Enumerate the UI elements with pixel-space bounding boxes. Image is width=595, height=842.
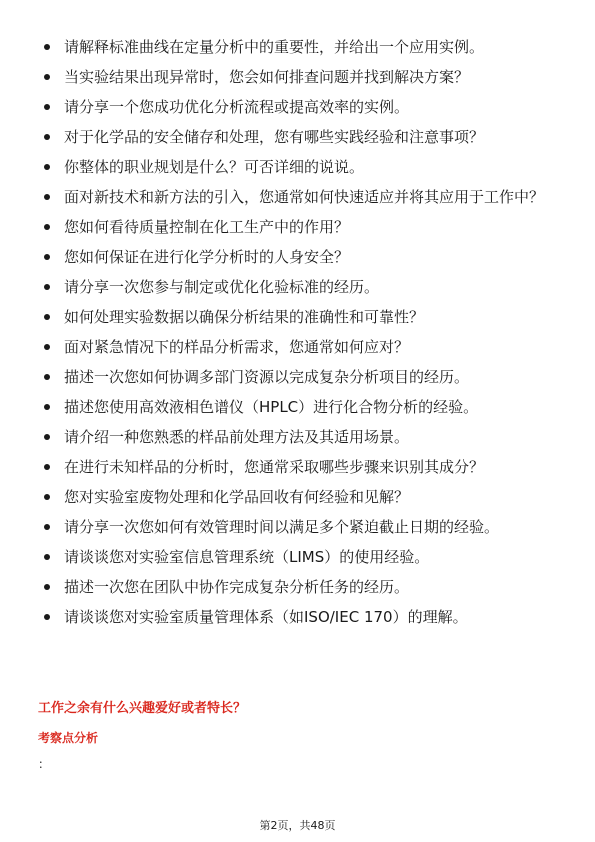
bullet-icon [44, 314, 50, 320]
question-text: 对于化学品的安全储存和处理，您有哪些实践经验和注意事项？ [64, 128, 485, 146]
bullet-icon [44, 284, 50, 290]
bullet-icon [44, 584, 50, 590]
question-text: 请介绍一种您熟悉的样品前处理方法及其适用场景。 [64, 428, 410, 446]
question-item [38, 576, 558, 598]
question-text: 面对新技术和新方法的引入，您通常如何快速适应并将其应用于工作中？ [64, 188, 545, 206]
bullet-icon [44, 134, 50, 140]
question-text: 请分享一次您参与制定或优化化验标准的经历。 [64, 278, 380, 296]
question-item [38, 186, 558, 208]
bullet-icon [44, 554, 50, 560]
question-text: 你整体的职业规划是什么？可否详细的说说。 [64, 158, 365, 176]
bullet-icon [44, 404, 50, 410]
question-text: 您如何看待质量控制在化工生产中的作用？ [64, 218, 350, 236]
question-item [38, 396, 558, 418]
bullet-icon [44, 224, 50, 230]
question-text: 请谈谈您对实验室质量管理体系（如ISO/IEC 170）的理解。 [64, 608, 468, 626]
bullet-icon [44, 194, 50, 200]
question-text: 您对实验室废物处理和化学品回收有何经验和见解？ [64, 488, 410, 506]
sub-title: 考察点分析 [38, 731, 99, 745]
bullet-icon [44, 104, 50, 110]
question-text: 在进行未知样品的分析时，您通常采取哪些步骤来识别其成分？ [64, 458, 485, 476]
question-item [38, 456, 558, 478]
question-text: 请分享一个您成功优化分析流程或提高效率的实例。 [64, 98, 410, 116]
question-text: 面对紧急情况下的样品分析需求，您通常如何应对？ [64, 338, 410, 356]
question-text: 请解释标准曲线在定量分析中的重要性，并给出一个应用实例。 [64, 38, 485, 56]
question-item [38, 546, 558, 568]
bullet-icon [44, 164, 50, 170]
question-text: 描述您使用高效液相色谱仪（HPLC）进行化合物分析的经验。 [64, 398, 479, 416]
question-item [38, 126, 558, 148]
question-item [38, 66, 558, 88]
question-text: 当实验结果出现异常时，您会如何排查问题并找到解决方案？ [64, 68, 470, 86]
question-text: 描述一次您如何协调多部门资源以完成复杂分析项目的经历。 [64, 368, 470, 386]
question-item [38, 486, 558, 508]
question-text: 描述一次您在团队中协作完成复杂分析任务的经历。 [64, 578, 410, 596]
answer-text: ： [38, 757, 51, 771]
bullet-icon [44, 344, 50, 350]
bullet-icon [44, 374, 50, 380]
question-list [38, 36, 558, 636]
question-item [38, 516, 558, 538]
question-item [38, 366, 558, 388]
question-text: 如何处理实验数据以确保分析结果的准确性和可靠性？ [64, 308, 425, 326]
question-text: 请分享一次您如何有效管理时间以满足多个紧迫截止日期的经验。 [64, 518, 500, 536]
section-title: 工作之余有什么兴趣爱好或者特长？ [38, 701, 247, 716]
bullet-icon [44, 524, 50, 530]
bullet-icon [44, 434, 50, 440]
question-item [38, 96, 558, 118]
bullet-icon [44, 44, 50, 50]
question-item [38, 306, 558, 328]
question-text: 请谈谈您对实验室信息管理系统（LIMS）的使用经验。 [64, 548, 430, 566]
question-item [38, 36, 558, 58]
bullet-icon [44, 254, 50, 260]
bullet-icon [44, 614, 50, 620]
bullet-icon [44, 494, 50, 500]
question-item [38, 246, 558, 268]
bullet-icon [44, 74, 50, 80]
question-item [38, 216, 558, 238]
question-item [38, 606, 558, 628]
question-item [38, 156, 558, 178]
question-item [38, 426, 558, 448]
question-item [38, 276, 558, 298]
question-text: 您如何保证在进行化学分析时的人身安全？ [64, 248, 350, 266]
question-item [38, 336, 558, 358]
bullet-icon [44, 464, 50, 470]
page-footer: 第2页，共48页 [259, 819, 336, 832]
